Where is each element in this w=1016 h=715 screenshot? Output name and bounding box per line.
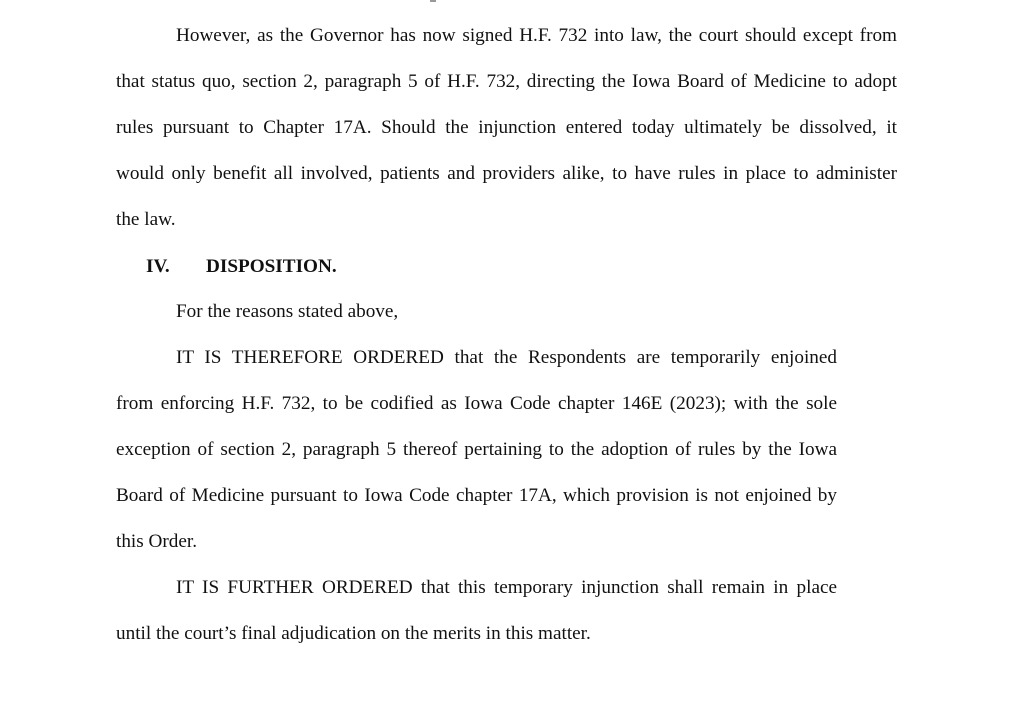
intro-line: For the reasons stated above, (176, 301, 399, 322)
paragraph-1-line-3: rules pursuant to Chapter 17A. Should the injunction entered today ultimately be dissolved, it (116, 117, 897, 138)
paragraph-1-line-2: that status quo, section 2, paragraph 5 of H.F. 732, directing the Iowa Board of Medicine to adopt (116, 71, 897, 92)
section-title: DISPOSITION. (206, 256, 337, 277)
paragraph-1-line-1: However, as the Governor has now signed H.F. 732 into law, the court should except from (176, 25, 897, 46)
page-edge-mark (430, 0, 436, 2)
order-1-line-5: this Order. (116, 531, 198, 552)
order-1-line-2: from enforcing H.F. 732, to be codified as Iowa Code chapter 146E (2023); with the sole (116, 393, 837, 414)
order-1-line-4: Board of Medicine pursuant to Iowa Code chapter 17A, which provision is not enjoined by (116, 485, 837, 506)
order-1-line-3: exception of section 2, paragraph 5 thereof pertaining to the adoption of rules by the Iowa (116, 439, 837, 460)
order-2-line-1: IT IS FURTHER ORDERED that this temporary injunction shall remain in place (176, 577, 837, 598)
section-number: IV. (146, 256, 170, 277)
paragraph-1-line-4: would only benefit all involved, patients and providers alike, to have rules in place to administer (116, 163, 897, 184)
order-2-line-2: until the court’s final adjudication on the merits in this matter. (116, 623, 591, 644)
order-1-line-1: IT IS THEREFORE ORDERED that the Respondents are temporarily enjoined (176, 347, 837, 368)
section-heading (146, 255, 337, 279)
paragraph-1-line-5: the law. (116, 209, 176, 230)
